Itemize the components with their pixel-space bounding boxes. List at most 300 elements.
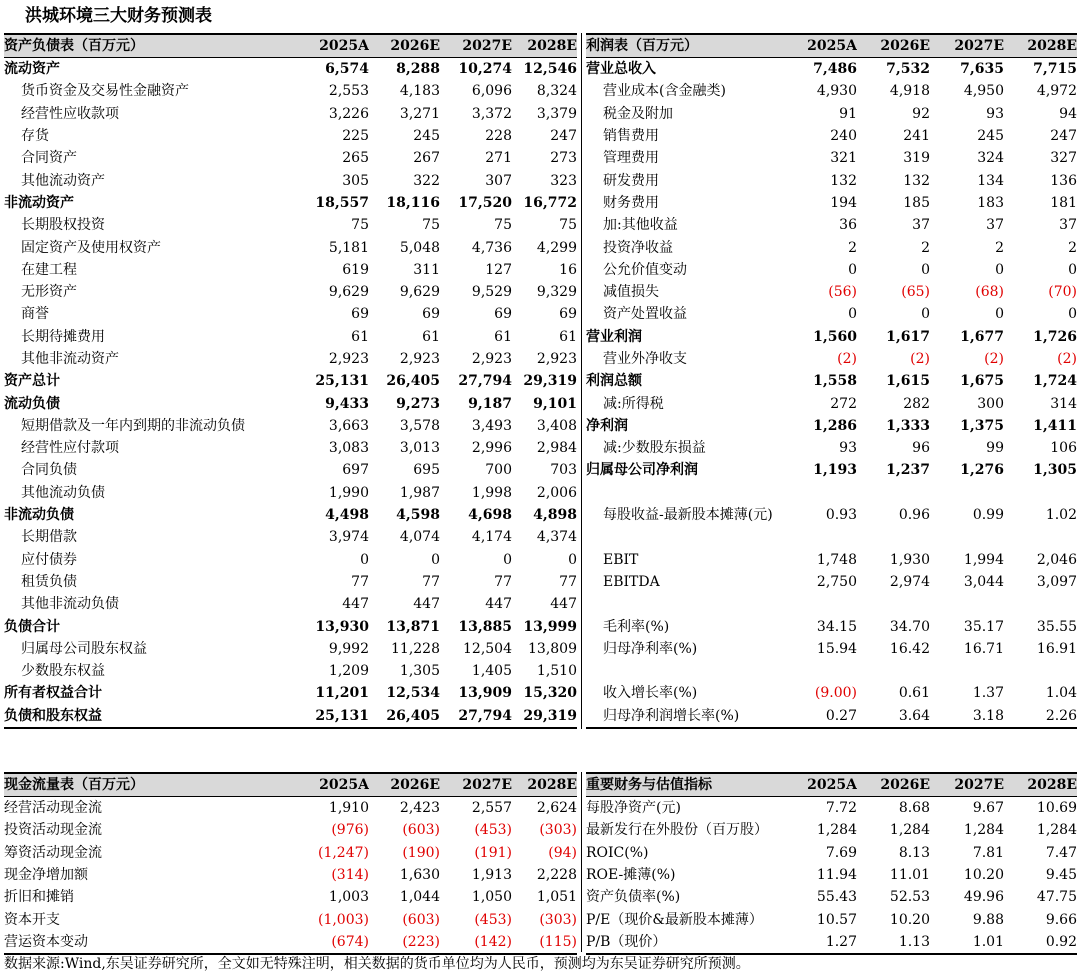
value-cell: 0 xyxy=(568,551,577,568)
value-cell: 6,574 xyxy=(325,61,369,78)
year-header: 2027E xyxy=(930,34,1004,58)
value-cell: 7,532 xyxy=(886,61,930,78)
value-cell xyxy=(857,482,930,504)
value-cell: 2 xyxy=(921,239,930,256)
value-cell: 1,675 xyxy=(960,373,1004,390)
value-cell: 4,598 xyxy=(396,507,440,524)
value-cell: 136 xyxy=(1050,172,1077,189)
value-cell: 34.15 xyxy=(816,618,857,635)
value-cell: 18,116 xyxy=(386,194,440,211)
report-title: 洪城环境三大财务预测表 xyxy=(25,6,212,26)
value-cell: 3,974 xyxy=(328,529,369,546)
value-cell: 2,624 xyxy=(536,800,577,817)
value-cell: 2,750 xyxy=(816,573,857,590)
value-cell: 1,411 xyxy=(1033,417,1077,434)
row-label: P/B（现价） xyxy=(586,931,787,954)
value-cell: 93 xyxy=(839,440,857,457)
row-label: 资产负债率(%) xyxy=(586,889,681,906)
value-cell: 25,131 xyxy=(299,705,369,728)
value-cell: 0.92 xyxy=(1004,931,1077,954)
value-cell: 34.70 xyxy=(889,618,930,635)
value-cell: 324 xyxy=(977,150,1004,167)
table-row xyxy=(586,370,1077,392)
row-label: 固定资产及使用权资产 xyxy=(21,239,161,256)
value-cell: (2) xyxy=(837,351,857,367)
table-row xyxy=(4,326,577,348)
year-header: 2026E xyxy=(369,773,440,797)
row-label: 销售费用 xyxy=(603,128,659,145)
value-cell: (2) xyxy=(984,351,1004,367)
value-cell: 2.26 xyxy=(1004,705,1077,728)
row-label: 应付债券 xyxy=(21,551,77,568)
value-cell: 11,228 xyxy=(391,640,440,657)
value-cell: 9,101 xyxy=(533,395,577,412)
value-cell: 9,433 xyxy=(325,395,369,412)
row-label: 合同资产 xyxy=(21,150,77,167)
table-row xyxy=(586,638,1077,660)
value-cell: 27,794 xyxy=(458,373,512,390)
value-cell: (303) xyxy=(539,822,577,839)
table-row xyxy=(4,392,577,414)
row-label: 税金及附加 xyxy=(603,105,673,122)
value-cell xyxy=(1004,482,1077,504)
row-label: 资产总计 xyxy=(4,373,60,390)
row-label: ROE-摊薄(%) xyxy=(586,867,676,884)
value-cell: 9,529 xyxy=(471,284,512,301)
value-cell: 194 xyxy=(830,194,857,211)
table-row xyxy=(4,125,577,147)
value-cell: (674) xyxy=(299,931,369,954)
table-row xyxy=(586,819,1077,841)
row-label: 减:少数股东损益 xyxy=(603,440,706,457)
value-cell xyxy=(787,482,857,504)
value-cell: 12,546 xyxy=(523,61,577,78)
value-cell: 3.18 xyxy=(930,705,1004,728)
value-cell: 61 xyxy=(559,328,577,345)
value-cell: 1,284 xyxy=(889,822,930,839)
table-row xyxy=(586,549,1077,571)
value-cell: (603) xyxy=(402,822,440,839)
row-label: 长期待摊费用 xyxy=(21,328,105,345)
year-header: 2027E xyxy=(930,773,1004,797)
table-row xyxy=(4,259,577,281)
table-row xyxy=(586,908,1077,930)
value-cell: 447 xyxy=(342,596,369,613)
table-row xyxy=(4,886,577,908)
value-cell: 282 xyxy=(903,395,930,412)
row-label: 营业外净收支 xyxy=(603,351,687,367)
value-cell: 0.93 xyxy=(825,507,857,524)
value-cell: 3,097 xyxy=(1036,573,1077,590)
value-cell: 3,271 xyxy=(399,105,440,122)
value-cell: 9,273 xyxy=(396,395,440,412)
row-label: 利润总额 xyxy=(586,373,642,390)
value-cell: 0 xyxy=(995,261,1004,278)
value-cell: 272 xyxy=(830,395,857,412)
table-row xyxy=(4,214,577,236)
value-cell: 1.13 xyxy=(857,931,930,954)
row-label: 财务费用 xyxy=(603,194,659,211)
value-cell: 307 xyxy=(485,172,512,189)
year-header: 2025A xyxy=(299,34,369,58)
value-cell: 247 xyxy=(550,128,577,145)
value-cell: 2,923 xyxy=(471,351,512,367)
value-cell: 1,987 xyxy=(399,484,440,501)
value-cell: 2 xyxy=(848,239,857,256)
value-cell: 1,510 xyxy=(536,663,577,680)
row-label: 营运资本变动 xyxy=(4,931,299,954)
value-cell xyxy=(930,593,1004,615)
row-label: 减值损失 xyxy=(603,284,659,301)
value-cell: 17,520 xyxy=(458,194,512,211)
value-cell: 134 xyxy=(977,172,1004,189)
value-cell: 16.42 xyxy=(889,640,930,657)
row-label: EBIT xyxy=(603,551,639,568)
value-cell: 9,992 xyxy=(328,640,369,657)
value-cell: 0 xyxy=(360,551,369,568)
value-cell: 447 xyxy=(413,596,440,613)
value-cell: 1,724 xyxy=(1033,373,1077,390)
value-cell: 15.94 xyxy=(816,640,857,657)
value-cell xyxy=(787,660,857,682)
value-cell: 16 xyxy=(559,261,577,278)
value-cell: 4,299 xyxy=(536,239,577,256)
value-cell: 75 xyxy=(351,217,369,234)
value-cell: 1,615 xyxy=(886,373,930,390)
value-cell: 3,663 xyxy=(328,417,369,434)
value-cell: 1.37 xyxy=(972,685,1004,702)
row-label xyxy=(586,593,787,615)
value-cell: 47.75 xyxy=(1036,889,1077,906)
row-label: 归母净利润增长率(%) xyxy=(586,705,787,728)
row-label: 经营性应付款项 xyxy=(21,440,119,457)
value-cell: 10.57 xyxy=(816,911,857,928)
value-cell: 7,486 xyxy=(813,61,857,78)
table-row xyxy=(4,504,577,526)
value-cell: 9.88 xyxy=(972,911,1004,928)
value-cell: 619 xyxy=(342,261,369,278)
value-cell: 181 xyxy=(1050,194,1077,211)
row-label: 所有者权益合计 xyxy=(4,685,102,702)
value-cell: 245 xyxy=(977,128,1004,145)
table-row xyxy=(586,459,1077,481)
value-cell: 1,333 xyxy=(886,417,930,434)
table-row xyxy=(586,526,1077,548)
value-cell: 9,629 xyxy=(328,284,369,301)
row-label: 短期借款及一年内到期的非流动负债 xyxy=(21,417,245,434)
value-cell: 1,305 xyxy=(399,663,440,680)
value-cell: 13,885 xyxy=(458,618,512,635)
table-row xyxy=(586,326,1077,348)
value-cell: (223) xyxy=(369,931,440,954)
value-cell: 96 xyxy=(912,440,930,457)
table-row xyxy=(586,615,1077,637)
value-cell: 183 xyxy=(977,194,1004,211)
value-cell: 0 xyxy=(848,306,857,323)
value-cell: 1,558 xyxy=(813,373,857,390)
value-cell: 2,228 xyxy=(536,867,577,884)
value-cell: 49.96 xyxy=(963,889,1004,906)
table-row xyxy=(4,459,577,481)
table-row xyxy=(4,526,577,548)
value-cell: 35.17 xyxy=(963,618,1004,635)
row-label: 归母净利率(%) xyxy=(603,640,698,657)
value-cell: 69 xyxy=(559,306,577,323)
table-row xyxy=(4,169,577,191)
table-row xyxy=(4,638,577,660)
value-cell: 132 xyxy=(903,172,930,189)
value-cell: 1,051 xyxy=(536,889,577,906)
table-row xyxy=(586,571,1077,593)
value-cell: 7.72 xyxy=(825,800,857,817)
value-cell: 314 xyxy=(1050,395,1077,412)
value-cell: 8.13 xyxy=(898,844,930,861)
value-cell: 1,003 xyxy=(328,889,369,906)
table-row xyxy=(4,797,577,820)
row-label: 营业成本(含金融类) xyxy=(603,83,726,100)
row-label: 毛利率(%) xyxy=(603,618,670,635)
row-label: 在建工程 xyxy=(21,261,77,278)
table-row xyxy=(586,864,1077,886)
value-cell: (9.00) xyxy=(814,685,857,702)
value-cell: 10.20 xyxy=(889,911,930,928)
value-cell: 10,274 xyxy=(458,61,512,78)
cash-flow-table xyxy=(4,772,577,955)
value-cell: 0.61 xyxy=(898,685,930,702)
table-row xyxy=(4,192,577,214)
value-cell: 2,923 xyxy=(536,351,577,367)
table-row xyxy=(586,259,1077,281)
table-header-row xyxy=(586,773,1077,797)
value-cell: 52.53 xyxy=(889,889,930,906)
row-label: P/E（现价&最新股本摊薄） xyxy=(586,911,763,928)
value-cell: 703 xyxy=(550,462,577,479)
value-cell: 4,972 xyxy=(1036,83,1077,100)
value-cell: 11.01 xyxy=(889,867,930,884)
value-cell: 1.01 xyxy=(930,931,1004,954)
balance-sheet-table xyxy=(4,33,577,729)
table-row xyxy=(586,482,1077,504)
value-cell: 447 xyxy=(550,596,577,613)
value-cell xyxy=(930,526,1004,548)
row-label: 其他流动负债 xyxy=(21,484,105,501)
year-header: 2025A xyxy=(787,34,857,58)
value-cell: 29,319 xyxy=(523,373,577,390)
value-cell: 77 xyxy=(351,573,369,590)
value-cell: 1,990 xyxy=(328,484,369,501)
value-cell: 447 xyxy=(485,596,512,613)
value-cell: 7,635 xyxy=(960,61,1004,78)
value-cell: 1,044 xyxy=(399,889,440,906)
value-cell: (2) xyxy=(1057,351,1077,367)
value-cell: 319 xyxy=(903,150,930,167)
value-cell: 1,994 xyxy=(963,551,1004,568)
value-cell: 4,498 xyxy=(325,507,369,524)
value-cell: 273 xyxy=(550,150,577,167)
value-cell: 2,923 xyxy=(328,351,369,367)
value-cell: 3,013 xyxy=(399,440,440,457)
value-cell xyxy=(1004,526,1077,548)
value-cell: 35.55 xyxy=(1036,618,1077,635)
row-label: 每股收益-最新股本摊薄(元) xyxy=(603,507,773,524)
value-cell: 0 xyxy=(921,261,930,278)
table-row xyxy=(586,705,1077,728)
value-cell xyxy=(787,526,857,548)
value-cell: 1,677 xyxy=(960,328,1004,345)
value-cell: 127 xyxy=(485,261,512,278)
value-cell xyxy=(1004,593,1077,615)
row-label: 净利润 xyxy=(586,417,628,434)
row-label: 非流动资产 xyxy=(4,194,74,211)
value-cell: (314) xyxy=(331,867,369,884)
table-row xyxy=(4,615,577,637)
value-cell: 3,226 xyxy=(328,105,369,122)
value-cell: 12,504 xyxy=(463,640,512,657)
row-label: 营业总收入 xyxy=(586,61,656,78)
value-cell: 0 xyxy=(1068,261,1077,278)
value-cell: 1,617 xyxy=(886,328,930,345)
value-cell: 132 xyxy=(830,172,857,189)
row-label: 归属母公司净利润 xyxy=(586,462,698,479)
table-row xyxy=(586,103,1077,125)
table-title: 重要财务与估值指标 xyxy=(586,773,787,797)
value-cell: (1,247) xyxy=(317,844,369,861)
table-row xyxy=(4,147,577,169)
value-cell: 7.47 xyxy=(1045,844,1077,861)
row-label: 折旧和摊销 xyxy=(4,889,74,906)
row-label: 合同负债 xyxy=(21,462,77,479)
year-header: 2028E xyxy=(1004,773,1077,797)
value-cell: 106 xyxy=(1050,440,1077,457)
value-cell: 91 xyxy=(839,105,857,122)
year-header: 2026E xyxy=(369,34,440,58)
row-label: 经营活动现金流 xyxy=(4,800,102,817)
value-cell: 10.69 xyxy=(1036,800,1077,817)
row-label: 无形资产 xyxy=(21,284,77,301)
year-header: 2026E xyxy=(857,34,930,58)
value-cell xyxy=(787,593,857,615)
row-label: 商誉 xyxy=(21,306,49,323)
row-label: 投资净收益 xyxy=(603,239,673,256)
value-cell: 7,715 xyxy=(1033,61,1077,78)
value-cell: 55.43 xyxy=(816,889,857,906)
row-label: 最新发行在外股份（百万股） xyxy=(586,822,768,839)
value-cell: 700 xyxy=(485,462,512,479)
row-label: 资本开支 xyxy=(4,911,60,928)
table-row xyxy=(586,192,1077,214)
value-cell xyxy=(857,593,930,615)
value-cell: 1.27 xyxy=(787,931,857,954)
table-row xyxy=(4,593,577,615)
value-cell: 3,408 xyxy=(536,417,577,434)
value-cell: (976) xyxy=(331,822,369,839)
table-row xyxy=(4,58,577,81)
row-label: EBITDA xyxy=(603,573,660,590)
row-label: 其他流动资产 xyxy=(21,172,105,189)
data-source-note: 数据来源:Wind,东吴证券研究所，全文如无特殊注明，相关数据的货币单位均为人民币，预测均为东吴证券研究所预测。 xyxy=(4,956,750,972)
value-cell: 8.68 xyxy=(898,800,930,817)
value-cell: 9.45 xyxy=(1045,867,1077,884)
value-cell: 75 xyxy=(422,217,440,234)
value-cell: 4,918 xyxy=(889,83,930,100)
value-cell: 9,629 xyxy=(399,284,440,301)
value-cell: 15,320 xyxy=(523,685,577,702)
value-cell: 69 xyxy=(351,306,369,323)
value-cell: 4,374 xyxy=(536,529,577,546)
value-cell: 1,748 xyxy=(816,551,857,568)
value-cell: 16,772 xyxy=(523,194,577,211)
value-cell: 5,181 xyxy=(328,239,369,256)
value-cell: 61 xyxy=(422,328,440,345)
value-cell: 1,930 xyxy=(889,551,930,568)
table-row xyxy=(586,214,1077,236)
year-header: 2027E xyxy=(440,773,512,797)
table-row xyxy=(586,169,1077,191)
value-cell: 0 xyxy=(503,551,512,568)
value-cell: 228 xyxy=(485,128,512,145)
table-row xyxy=(586,437,1077,459)
value-cell: 1,305 xyxy=(1033,462,1077,479)
value-cell: 77 xyxy=(422,573,440,590)
value-cell: 4,736 xyxy=(471,239,512,256)
value-cell: 7.81 xyxy=(972,844,1004,861)
value-cell: 9.67 xyxy=(972,800,1004,817)
table-row xyxy=(586,303,1077,325)
value-cell: 265 xyxy=(342,150,369,167)
value-cell: 9.66 xyxy=(1045,911,1077,928)
table-row xyxy=(4,103,577,125)
value-cell: 4,174 xyxy=(471,529,512,546)
table-row xyxy=(586,348,1077,370)
row-label: 其他非流动负债 xyxy=(21,596,119,613)
row-label: 管理费用 xyxy=(603,150,659,167)
value-cell: 16.71 xyxy=(963,640,1004,657)
year-header: 2028E xyxy=(1004,34,1077,58)
table-row xyxy=(586,281,1077,303)
row-label: 归属母公司股东权益 xyxy=(21,640,147,657)
value-cell: 2,923 xyxy=(399,351,440,367)
value-cell: 93 xyxy=(986,105,1004,122)
row-label: 营业利润 xyxy=(586,328,642,345)
value-cell: 18,557 xyxy=(315,194,369,211)
value-cell: 2,984 xyxy=(536,440,577,457)
row-label: 每股净资产(元) xyxy=(586,800,681,817)
value-cell: 241 xyxy=(903,128,930,145)
value-cell: 1,286 xyxy=(813,417,857,434)
row-label: 流动资产 xyxy=(4,61,60,78)
value-cell: 3,493 xyxy=(471,417,512,434)
value-cell: 322 xyxy=(413,172,440,189)
value-cell: 13,909 xyxy=(458,685,512,702)
income-statement-table xyxy=(586,33,1077,729)
row-label: 现金净增加额 xyxy=(4,867,88,884)
table-row xyxy=(4,819,577,841)
row-label: 长期借款 xyxy=(21,529,77,546)
value-cell: 697 xyxy=(342,462,369,479)
value-cell: 29,319 xyxy=(512,705,577,728)
table-row xyxy=(586,660,1077,682)
table-row xyxy=(4,236,577,258)
table-row xyxy=(586,125,1077,147)
column-divider-top xyxy=(581,33,582,729)
value-cell: 1,560 xyxy=(813,328,857,345)
value-cell: 4,698 xyxy=(468,507,512,524)
value-cell: (453) xyxy=(474,911,512,928)
value-cell: 0.99 xyxy=(972,507,1004,524)
value-cell: 0 xyxy=(431,551,440,568)
value-cell xyxy=(857,526,930,548)
value-cell xyxy=(1004,660,1077,682)
